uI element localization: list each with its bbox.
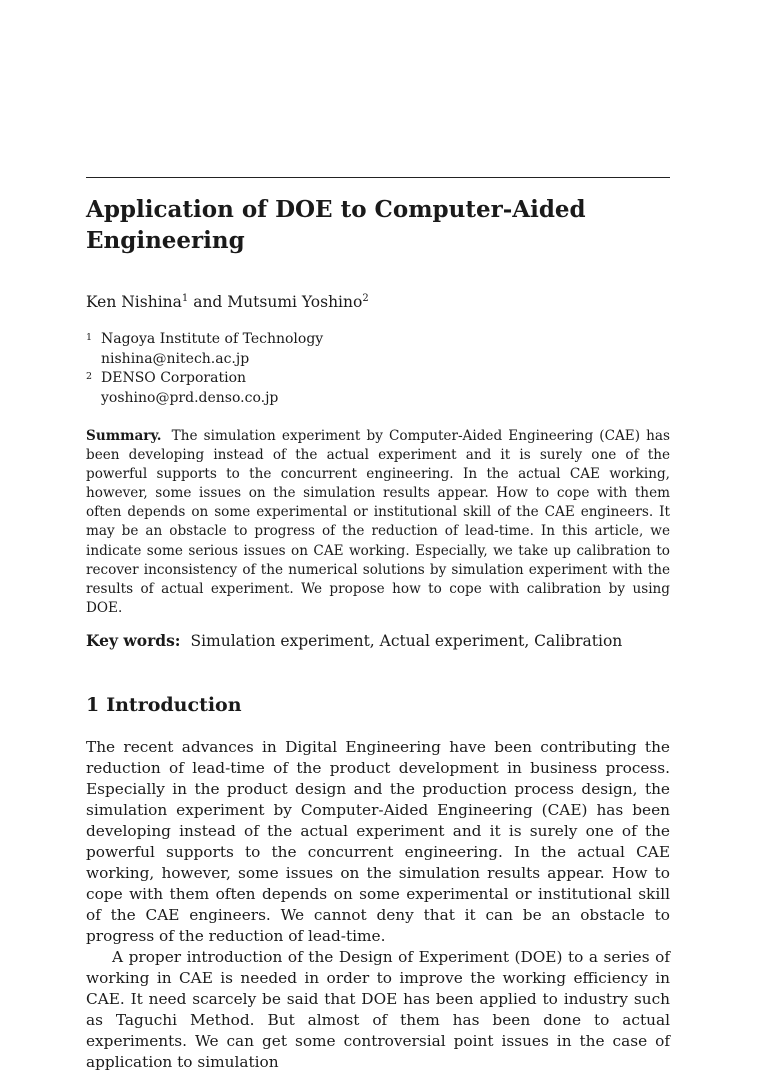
section-title-text: Introduction	[106, 694, 242, 716]
summary-label: Summary.	[86, 428, 162, 444]
author-name: Mutsumi Yoshino	[227, 293, 363, 311]
body-paragraph: The recent advances in Digital Engineering have been contributing the reduction of lead-time of the product development in business process. Especially in the product design and the production process design, the simulation experiment by Computer-Aided Engineering (CAE) has been developing instead of the actual experiment and it is surely one of the powerful supports to the concurrent engineering. In the actual CAE working, however, some issues on the simulation results appear. How to cope with them often depends on some experimental or institutional skill of the CAE engineers. We cannot deny that it can be an obstacle to progress of the reduction of lead-time.	[86, 738, 670, 945]
author-joiner: and	[193, 293, 223, 311]
summary-text: The simulation experiment by Computer-Aided Engineering (CAE) has been developing instead of the actual experiment and it is surely one of the powerful supports to the concurrent engineering. In the actual CAE working, however, some issues on the simulation results appear. How to cope with them often depends on some experimental or institutional skill of the CAE engineers. It may be an obstacle to progress of the reduction of lead-time. In this article, we indicate some serious issues on CAE working. Especially, we take up calibration to recover inconsistency of the numerical solutions by simulation experiment with the results of actual experiment. We propose how to cope with calibration by using DOE.	[86, 428, 670, 616]
affiliation-org-name: Nagoya Institute of Technology	[101, 331, 324, 347]
section-number: 1	[86, 694, 100, 716]
paper-title: Application of DOE to Computer-Aided Engineering	[86, 196, 586, 254]
affiliation-mark: 2	[86, 371, 93, 383]
author-name: Ken Nishina	[86, 293, 182, 311]
affiliation-email-text: nishina@nitech.ac.jp	[101, 350, 250, 367]
affiliation-org	[86, 330, 323, 350]
body-paragraph: A proper introduction of the Design of Experiment (DOE) to a series of working in CAE is needed in order to improve the working efficiency in CAE. It need scarcely be said that DOE has been applied to industry such as Taguchi Method. But almost of them has been done to actual experiments. We can get some controversial point issues in the case of application to simulation	[86, 948, 670, 1071]
affiliation-mark: 1	[86, 332, 93, 343]
author-mark: 2	[362, 292, 369, 304]
affiliations	[86, 330, 323, 408]
affiliation-email	[86, 350, 323, 370]
keywords-label: Key words:	[86, 631, 181, 650]
section-body	[86, 737, 670, 1073]
affiliation-email-text: yoshino@prd.denso.co.jp	[101, 389, 279, 406]
affiliation-email	[86, 389, 323, 409]
affiliation-org-name: DENSO Corporation	[101, 370, 247, 387]
author-mark: 1	[181, 292, 189, 304]
summary-abstract	[86, 427, 670, 618]
author-line	[86, 291, 369, 313]
section-heading	[86, 692, 242, 718]
keywords	[86, 630, 622, 652]
affiliation-org	[86, 369, 323, 389]
title-rule	[86, 177, 670, 178]
keywords-text: Simulation experiment, Actual experiment, Calibration	[190, 632, 623, 650]
